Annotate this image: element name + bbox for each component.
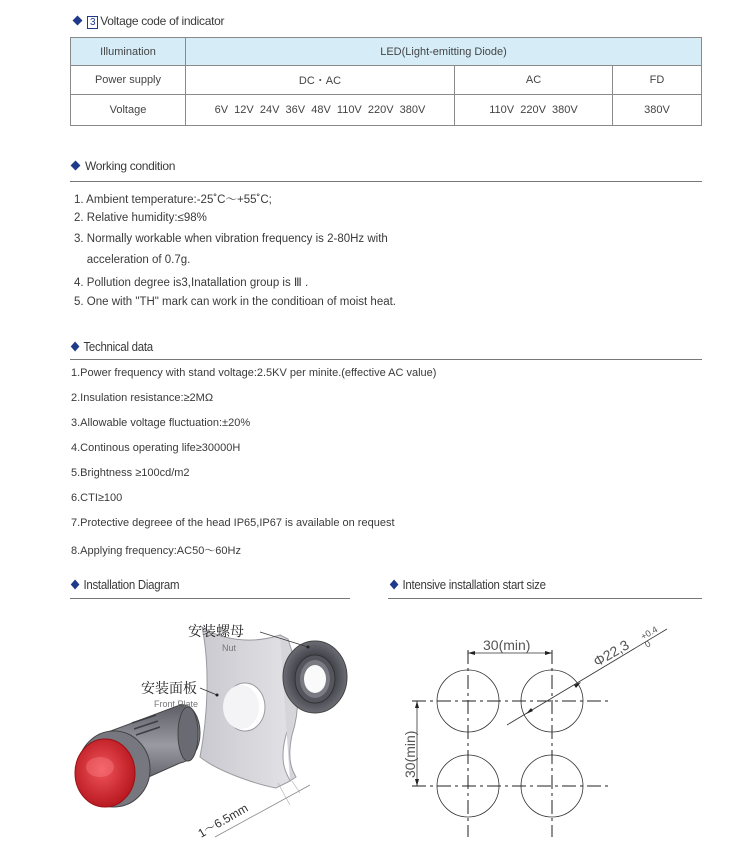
vertical-spacing-label: 30(min): [402, 730, 418, 778]
working-condition-title: [72, 159, 175, 173]
diamond-bullet-icon: [71, 580, 80, 590]
start-size-drawing: [385, 605, 705, 853]
start-size-heading: Intensive installation start size: [402, 577, 546, 592]
list-item: 1.Power frequency with stand voltage:2.5KV per minite.(effective AC value): [71, 367, 437, 379]
list-item: 4.Continous operating life≥30000H: [71, 442, 241, 454]
list-item: 5.Brightness ≥100cd/m2: [71, 467, 190, 479]
table-cell: 6V 12V 24V 36V 48V 110V 220V 380V: [186, 95, 455, 126]
nut-label-en: Nut: [222, 643, 237, 653]
nut-leader-dot: [307, 646, 310, 649]
list-item: acceleration of 0.7g.: [74, 254, 191, 266]
thickness-dimension: [195, 781, 310, 841]
plate-label-en: Front Plate: [154, 699, 199, 709]
technical-data-title: [72, 339, 153, 354]
installation-diagram-heading: Installation Diagram: [83, 577, 180, 592]
list-item: 3.Allowable voltage fluctuation:±20%: [71, 417, 251, 429]
table-cell: 110V 220V 380V: [455, 95, 613, 126]
nut-label-cn: 安装螺母: [188, 623, 244, 639]
list-item: 2. Relative humidity:≤98%: [74, 212, 207, 224]
table-cell: Power supply: [71, 66, 186, 95]
table-cell: Voltage: [71, 95, 186, 126]
table-row: [71, 95, 702, 126]
thickness-label: 1～6.5mm: [195, 800, 251, 841]
divider: [388, 598, 702, 599]
list-item: 5. One with "TH" mark can work in the conditioan of moist heat.: [74, 296, 396, 308]
list-item: 3. Normally workable when vibration frequency is 2-80Hz with: [74, 233, 388, 245]
plate-label-cn: 安装面板: [141, 680, 197, 696]
section-number: 3: [87, 16, 98, 29]
indicator-lamp-shape: [75, 705, 200, 807]
table-row: [71, 38, 702, 66]
list-item: 1. Ambient temperature:-25˚C～+55˚C;: [74, 194, 272, 206]
list-item: 4. Pollution degree is3,Inatallation group is Ⅲ .: [74, 277, 309, 289]
divider: [70, 598, 350, 599]
installation-diagram-title: [72, 577, 179, 592]
nut-shape: [283, 641, 347, 713]
table-cell: FD: [613, 66, 702, 95]
table-cell: Illumination: [71, 38, 186, 66]
start-size-title: [391, 577, 546, 592]
list-item: 2.Insulation resistance:≥2MΩ: [71, 392, 214, 404]
diamond-bullet-icon: [71, 161, 81, 171]
diamond-bullet-icon: [73, 16, 83, 26]
divider: [70, 359, 702, 360]
divider: [70, 181, 702, 182]
diameter-label: Φ22,3: [590, 636, 632, 670]
list-item: 6.CTI≥100: [71, 492, 123, 504]
horizontal-spacing-label: 30(min): [483, 637, 531, 653]
tolerance-lower: 0: [643, 638, 653, 650]
table-cell: LED(Light-emitting Diode): [186, 38, 702, 66]
list-item: 7.Protective degreee of the head IP65,IP67 is available on request: [71, 517, 395, 529]
voltage-table: [70, 37, 702, 126]
plate-leader-dot: [216, 694, 219, 697]
list-item: 8.Applying frequency:AC50～60Hz: [71, 545, 241, 557]
center-lines: [412, 650, 610, 837]
vertical-dimension: [402, 701, 419, 786]
voltage-section-title: [74, 14, 224, 29]
voltage-section-heading: Voltage code of indicator: [100, 14, 225, 28]
technical-data-heading: Technical data: [83, 339, 153, 354]
diamond-bullet-icon: [71, 342, 80, 352]
table-cell: 380V: [613, 95, 702, 126]
diamond-bullet-icon: [390, 580, 399, 590]
front-plate-shape: [200, 627, 298, 788]
horizontal-dimension: [468, 637, 552, 655]
table-cell: DC・AC: [186, 66, 455, 95]
diameter-dimension: [507, 624, 667, 725]
table-row: [71, 66, 702, 95]
tolerance-upper: +0.4: [639, 624, 660, 642]
table-cell: AC: [455, 66, 613, 95]
working-condition-heading: Working condition: [85, 159, 176, 173]
installation-diagram: [60, 605, 360, 853]
